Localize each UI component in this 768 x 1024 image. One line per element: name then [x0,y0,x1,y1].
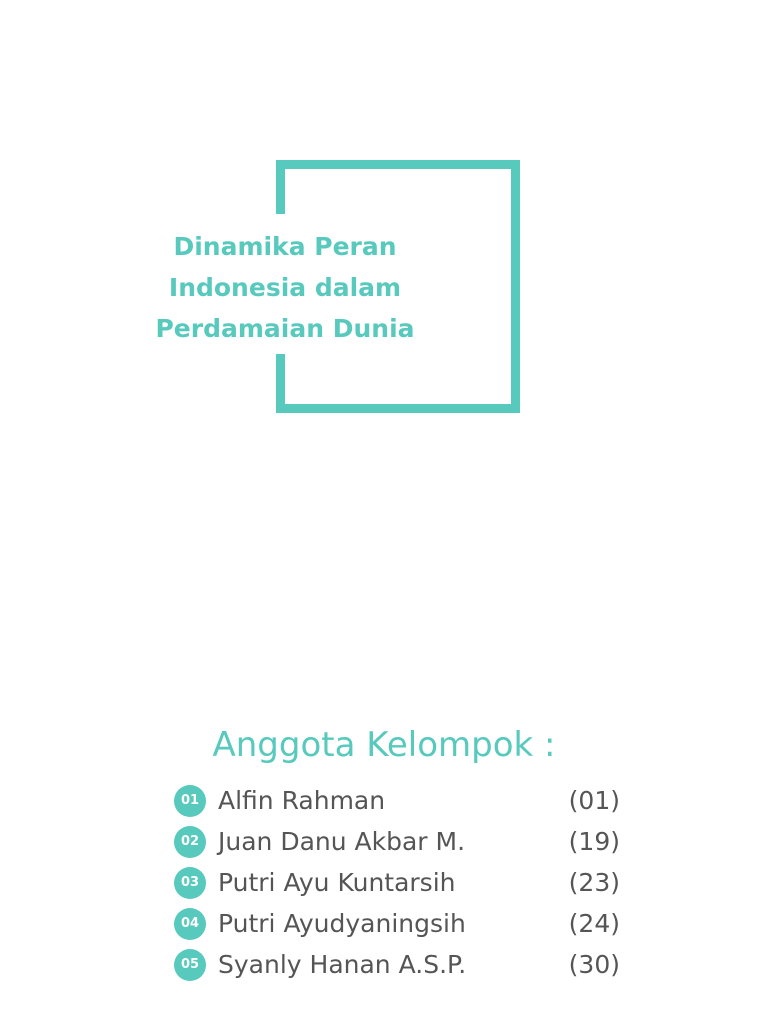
member-row [174,944,634,985]
member-name: Juan Danu Akbar M. [218,827,466,856]
member-name: Alfin Rahman [218,786,386,815]
member-code: (19) [568,827,620,856]
member-code: (01) [568,786,620,815]
member-name: Syanly Hanan A.S.P. [218,950,467,979]
member-code: (23) [568,868,620,897]
member-name: Putri Ayudyaningsih [218,909,466,938]
members-heading: Anggota Kelompok : [212,725,556,765]
title-line: Perdamaian Dunia [155,314,415,343]
member-number-badge: 05 [174,949,206,981]
member-row [174,780,634,821]
member-name: Putri Ayu Kuntarsih [218,868,456,897]
title-line: Dinamika Peran [173,232,397,261]
title-line: Indonesia dalam [168,273,402,302]
member-list [174,780,634,985]
member-number-badge: 02 [174,826,206,858]
member-row [174,821,634,862]
document-title [110,226,460,349]
member-code: (24) [568,909,620,938]
member-row [174,903,634,944]
member-number-badge: 01 [174,785,206,817]
member-number-badge: 04 [174,908,206,940]
member-number-badge: 03 [174,867,206,899]
member-code: (30) [568,950,620,979]
member-row [174,862,634,903]
